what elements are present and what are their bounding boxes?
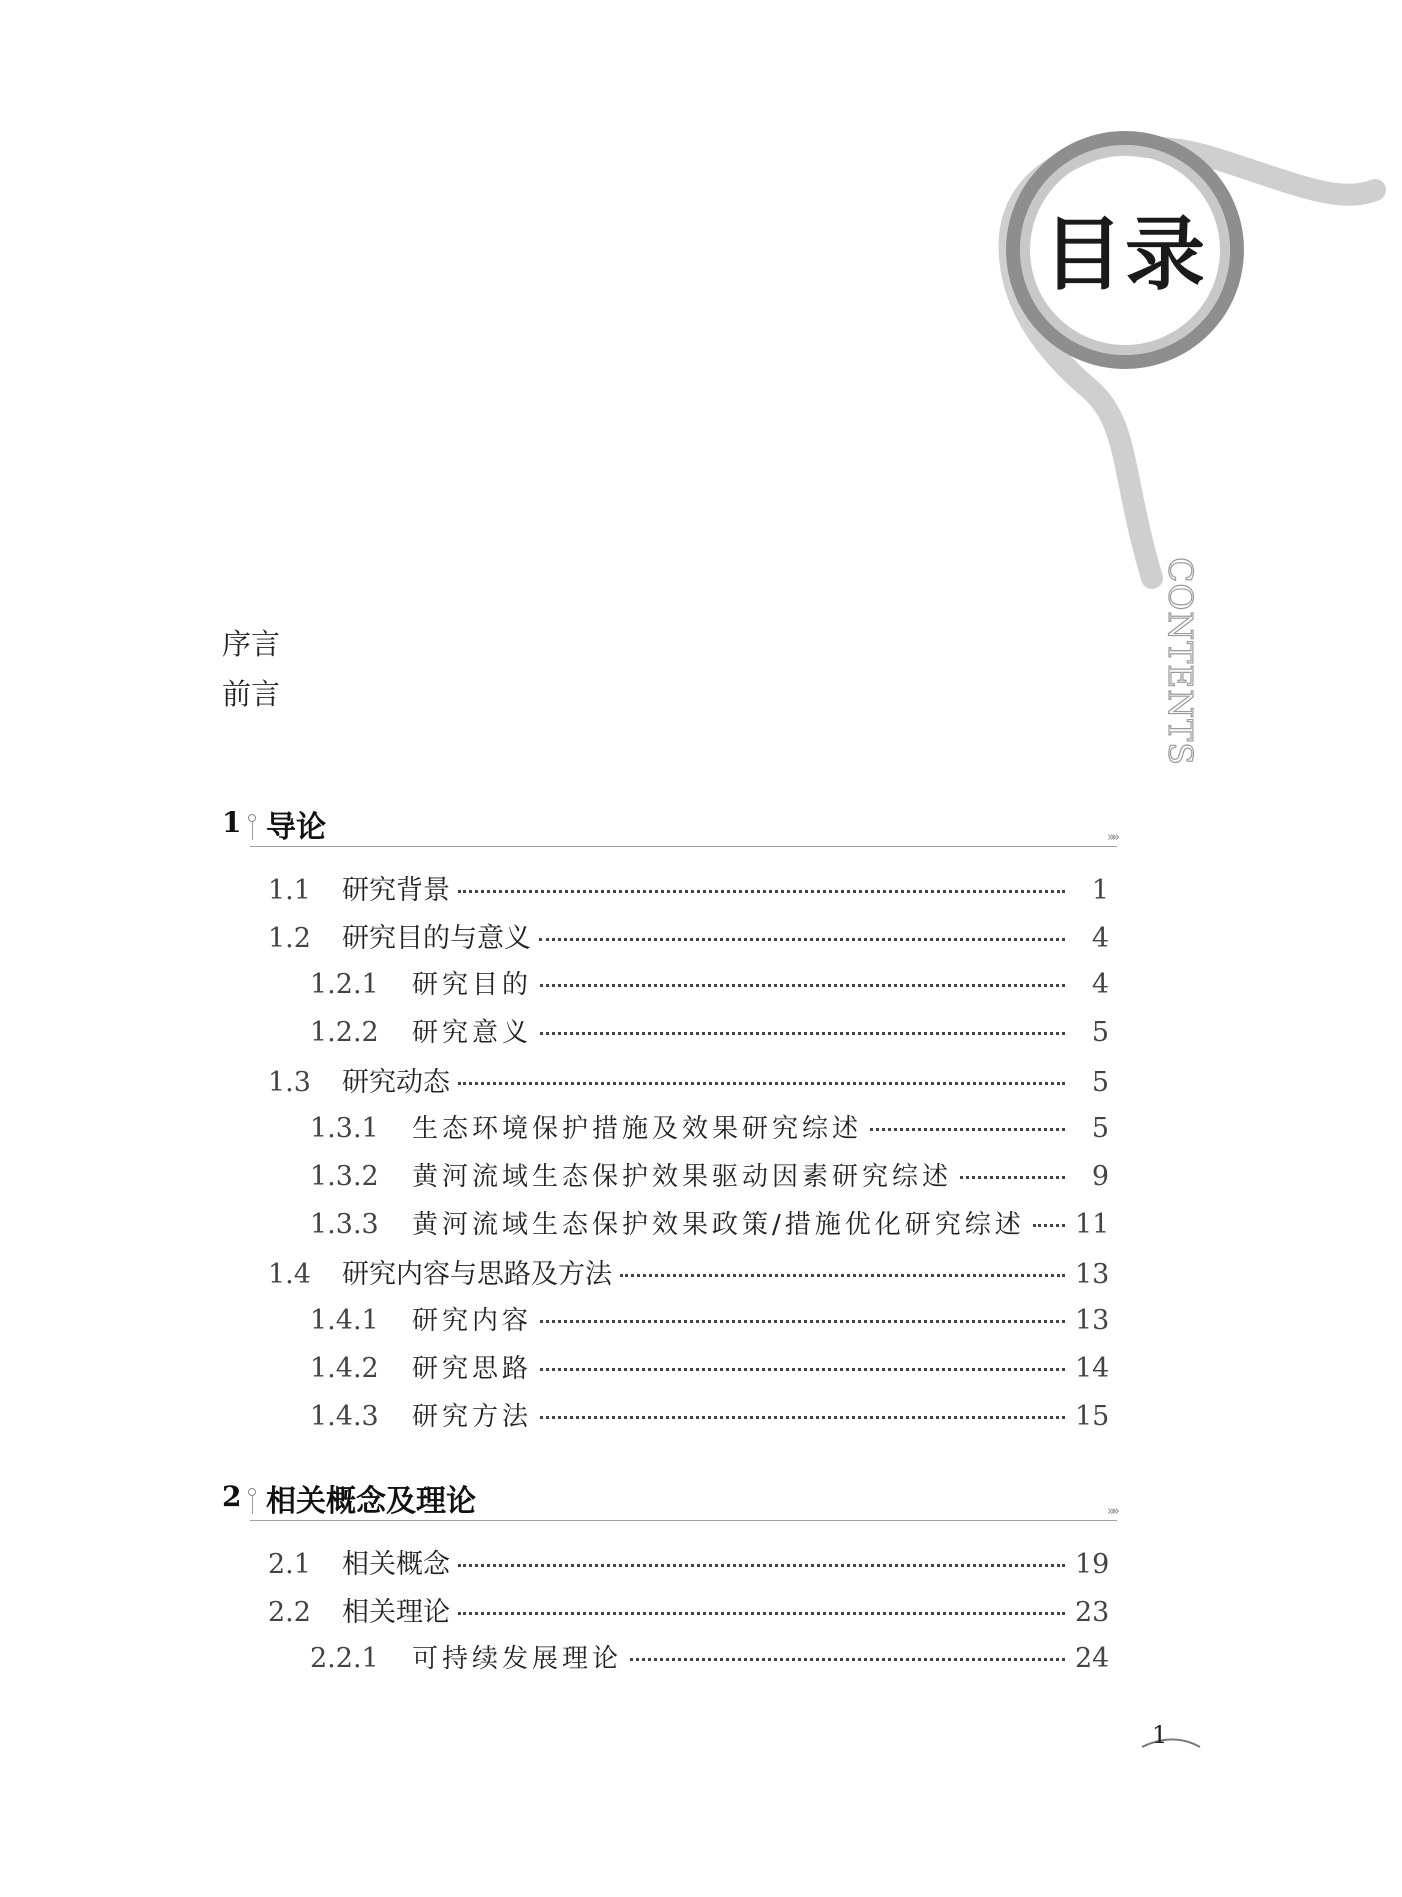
toc-entry[interactable] <box>310 1396 1109 1436</box>
entry-title: 研究动态 <box>342 1067 450 1098</box>
entry-title: 相关理论 <box>342 1597 450 1628</box>
double-chevron-right-icon: »» <box>1107 1504 1117 1519</box>
entry-number: 2.1 <box>268 1549 311 1580</box>
entry-number: 1.4.1 <box>310 1305 379 1336</box>
entry-page: 13 <box>1075 1259 1110 1290</box>
entry-title: 研究目的 <box>412 970 533 1000</box>
entry-title: 研究意义 <box>412 1018 533 1048</box>
dot-leader <box>458 1564 1065 1567</box>
toc-entry[interactable] <box>268 1060 1109 1100</box>
entry-page: 15 <box>1075 1401 1110 1432</box>
contents-word: CONTENTS <box>1160 556 1200 766</box>
entry-page: 4 <box>1091 923 1109 954</box>
dot-leader <box>458 1612 1065 1615</box>
chapter-heading-2[interactable] <box>222 1474 1117 1524</box>
dot-leader <box>540 1416 1065 1419</box>
entry-page: 19 <box>1075 1549 1110 1580</box>
entry-number: 2.2.1 <box>310 1643 379 1674</box>
entry-number: 1.4.3 <box>310 1401 379 1432</box>
toc-entry[interactable] <box>310 1156 1109 1196</box>
toc-entry[interactable] <box>310 1108 1109 1148</box>
entry-number: 1.3 <box>268 1067 311 1098</box>
entry-title: 研究内容与思路及方法 <box>342 1259 612 1290</box>
chapter-title: 相关概念及理论 <box>266 1484 476 1519</box>
toc-entry[interactable] <box>268 916 1109 956</box>
double-chevron-right-icon: »» <box>1107 830 1117 845</box>
entry-number: 1.3.2 <box>310 1161 379 1192</box>
chapter-number: 2 <box>222 1480 242 1513</box>
entry-title: 研究思路 <box>412 1354 533 1384</box>
dot-leader <box>539 938 1065 941</box>
dot-leader <box>458 890 1065 893</box>
dot-leader <box>540 1032 1065 1035</box>
toc-entry[interactable] <box>310 1012 1109 1052</box>
entry-title: 黄河流域生态保护效果政策/措施优化研究综述 <box>412 1210 1025 1240</box>
front-matter-preface[interactable]: 序言 <box>222 627 281 661</box>
dot-leader <box>630 1658 1065 1661</box>
entry-title: 研究目的与意义 <box>342 923 531 954</box>
toc-title: 目录 <box>1043 208 1207 301</box>
entry-page: 9 <box>1091 1161 1109 1192</box>
bullet-stem <box>252 1496 253 1514</box>
chapter-number: 1 <box>222 806 242 839</box>
entry-number: 1.3.1 <box>310 1113 379 1144</box>
chapter-title: 导论 <box>266 810 326 845</box>
bullet-dot-icon <box>248 814 256 822</box>
entry-title: 可持续发展理论 <box>412 1644 623 1674</box>
dot-leader <box>620 1274 1065 1277</box>
entry-title: 黄河流域生态保护效果驱动因素研究综述 <box>412 1162 953 1192</box>
entry-number: 1.1 <box>268 875 311 906</box>
entry-title: 研究背景 <box>342 875 450 906</box>
entry-number: 1.2 <box>268 923 311 954</box>
entry-number: 2.2 <box>268 1597 311 1628</box>
dot-leader <box>1033 1224 1065 1227</box>
entry-page: 5 <box>1091 1017 1109 1048</box>
toc-entry[interactable] <box>268 868 1109 908</box>
toc-entry[interactable] <box>268 1542 1109 1582</box>
entry-page: 1 <box>1091 875 1109 906</box>
toc-entry[interactable] <box>310 1204 1109 1244</box>
entry-page: 13 <box>1075 1305 1110 1336</box>
dot-leader <box>870 1128 1065 1131</box>
dot-leader <box>540 1320 1065 1323</box>
chapter-rule <box>250 846 1117 847</box>
entry-page: 23 <box>1075 1597 1110 1628</box>
entry-page: 4 <box>1091 969 1109 1000</box>
bullet-dot-icon <box>248 1488 256 1496</box>
entry-page: 5 <box>1091 1113 1109 1144</box>
toc-entry[interactable] <box>310 1300 1109 1340</box>
toc-entry[interactable] <box>268 1590 1109 1630</box>
entry-title: 研究方法 <box>412 1402 533 1432</box>
entry-number: 1.4.2 <box>310 1353 379 1384</box>
entry-title: 生态环境保护措施及效果研究综述 <box>412 1114 863 1144</box>
toc-entry[interactable] <box>310 964 1109 1004</box>
chapter-rule <box>250 1520 1117 1521</box>
entry-title: 相关概念 <box>342 1549 450 1580</box>
dot-leader <box>960 1176 1065 1179</box>
entry-page: 24 <box>1075 1643 1110 1674</box>
chapter-heading-1[interactable] <box>222 800 1117 850</box>
toc-entry[interactable] <box>310 1638 1109 1678</box>
front-matter-foreword[interactable]: 前言 <box>222 677 281 711</box>
contents-label <box>1140 556 1220 766</box>
toc-entry[interactable] <box>268 1252 1109 1292</box>
dot-leader <box>458 1082 1065 1085</box>
entry-page: 11 <box>1075 1209 1110 1240</box>
bullet-stem <box>252 822 253 840</box>
entry-number: 1.2.2 <box>310 1017 379 1048</box>
entry-number: 1.3.3 <box>310 1209 379 1240</box>
dot-leader <box>540 1368 1065 1371</box>
entry-number: 1.2.1 <box>310 969 379 1000</box>
entry-number: 1.4 <box>268 1259 311 1290</box>
entry-title: 研究内容 <box>412 1306 533 1336</box>
entry-page: 14 <box>1075 1353 1110 1384</box>
entry-page: 5 <box>1091 1067 1109 1098</box>
dot-leader <box>540 984 1065 987</box>
page-number: 1 <box>1152 1721 1168 1749</box>
toc-entry[interactable] <box>310 1348 1109 1388</box>
